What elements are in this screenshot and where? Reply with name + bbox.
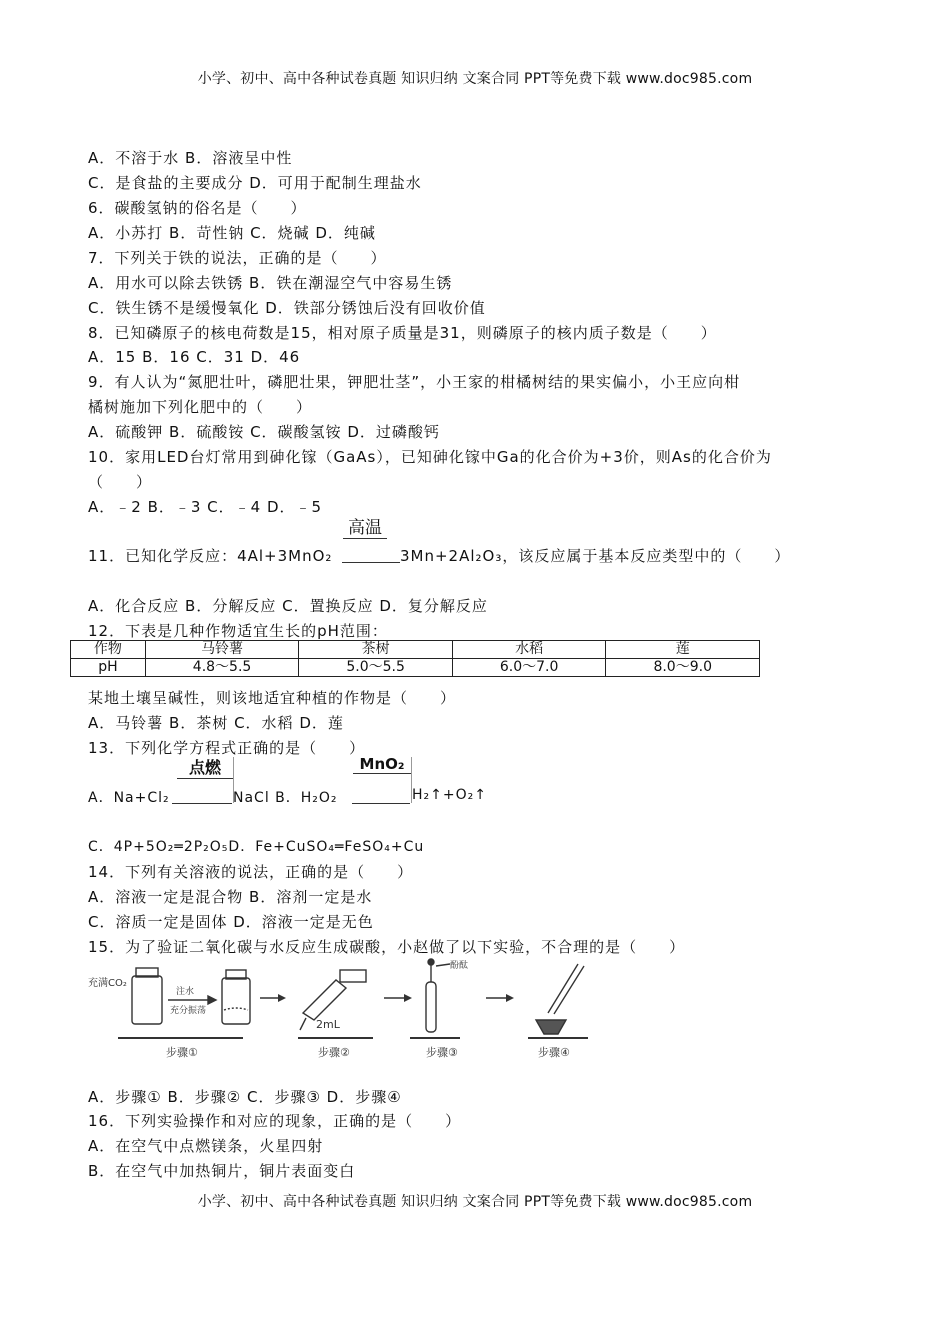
- question-14-options-cd: C．溶质一定是固体 D．溶液一定是无色: [88, 913, 374, 931]
- table-cell: pH: [71, 659, 146, 677]
- table-cell: 作物: [71, 641, 146, 659]
- question-13-cd: C．4P+5O₂═2P₂O₅D．Fe+CuSO₄═FeSO₄+Cu: [88, 839, 425, 855]
- table-cell: 5.0～5.5: [299, 659, 453, 677]
- question-9-options: A．硫酸钾 B．硫酸铵 C．碳酸氢铵 D．过磷酸钙: [88, 423, 440, 441]
- question-14: 14．下列有关溶液的说法，正确的是（ ）: [88, 863, 414, 881]
- step-1-illustration: [88, 968, 250, 1038]
- question-16-option-a: A．在空气中点燃镁条，火星四射: [88, 1137, 324, 1155]
- table-cell: 茶树: [299, 641, 453, 659]
- question-10-options: A．﹣2 B．﹣3 C．﹣4 D．﹣5: [88, 498, 323, 516]
- question-13: 13．下列化学方程式正确的是（ ）: [88, 739, 366, 757]
- step-2-illustration: [298, 970, 373, 1038]
- table-row: [71, 659, 760, 677]
- condition-label: MnO₂: [359, 755, 405, 773]
- volume-label: 2mL: [316, 1018, 340, 1031]
- table-row: [71, 641, 760, 659]
- equation-sign: [342, 562, 400, 563]
- reaction-condition: [343, 513, 387, 539]
- question-15: 15．为了验证二氧化碳与水反应生成碳酸，小赵做了以下实验，不合理的是（ ）: [88, 938, 686, 956]
- page-footer: 小学、初中、高中各种试卷真题 知识归纳 文案合同 PPT等免费下载 www.doc985.com: [197, 1194, 753, 1210]
- question-6-options: A．小苏打 B．苛性钠 C．烧碱 D．纯碱: [88, 224, 376, 242]
- table-cell: 8.0～9.0: [606, 659, 760, 677]
- ph-table: [70, 640, 760, 677]
- step-label: 步骤②: [318, 1046, 350, 1059]
- question-10-cont: （ ）: [88, 473, 153, 491]
- question-6: 6．碳酸氢钠的俗名是（ ）: [88, 199, 307, 217]
- question-16-option-b: B．在空气中加热铜片，铜片表面变白: [88, 1162, 356, 1180]
- step-label: 步骤①: [166, 1046, 198, 1059]
- question-9: 9．有人认为“氮肥壮叶，磷肥壮果，钾肥壮茎”，小王家的柑橘树结的果实偏小，小王应向柑: [88, 373, 741, 391]
- shake-label: 充分振荡: [170, 1006, 207, 1016]
- co2-label: 充满CO₂: [88, 978, 127, 989]
- question-15-options: A．步骤① B．步骤② C．步骤③ D．步骤④: [88, 1088, 402, 1106]
- question-13-a1: A．Na+Cl₂: [88, 790, 170, 806]
- question-13-a3: H₂↑+O₂↑: [412, 787, 487, 803]
- question-8: 8．已知磷原子的核电荷数是15，相对原子质量是31，则磷原子的核内质子数是（ ）: [88, 324, 717, 342]
- step-label: 步骤④: [538, 1046, 570, 1059]
- table-cell: 6.0～7.0: [452, 659, 606, 677]
- reagent-label: 酚酞: [450, 961, 469, 971]
- table-cell: 莲: [606, 641, 760, 659]
- question-12: 12．下表是几种作物适宜生长的pH范围：: [88, 622, 388, 640]
- page-header: 小学、初中、高中各种试卷真题 知识归纳 文案合同 PPT等免费下载 www.doc985.com: [197, 71, 753, 87]
- table-cell: 水稻: [452, 641, 606, 659]
- question-16: 16．下列实验操作和对应的现象，正确的是（ ）: [88, 1112, 462, 1130]
- condition-label: 点燃: [188, 758, 221, 777]
- water-label: 注水: [176, 987, 195, 997]
- question-13-a2: NaCl B．H₂O₂: [233, 790, 338, 806]
- question-8-options: A．15 B．16 C．31 D．46: [88, 348, 301, 366]
- option-line: A．不溶于水 B．溶液呈中性: [88, 149, 293, 167]
- table-cell: 马铃薯: [145, 641, 299, 659]
- step-label: 步骤③: [426, 1046, 458, 1059]
- question-12-cont: 某地土壤呈碱性，则该地适宜种植的作物是（ ）: [88, 689, 457, 707]
- question-10: 10．家用LED台灯常用到砷化镓（GaAs），已知砷化镓中Ga的化合价为+3价，则As的化合价为: [88, 448, 772, 466]
- step-3-illustration: [410, 959, 468, 1038]
- question-14-options-ab: A．溶液一定是混合物 B．溶剂一定是水: [88, 888, 373, 906]
- table-cell: 4.8～5.5: [145, 659, 299, 677]
- question-12-options: A．马铃薯 B．茶树 C．水稻 D．莲: [88, 714, 344, 732]
- question-7: 7．下列关于铁的说法，正确的是（ ）: [88, 249, 387, 267]
- equation-sign: [352, 803, 410, 804]
- experiment-figure: [88, 958, 588, 1074]
- question-11-left: 11．已知化学反应：4Al+3MnO₂: [88, 547, 333, 565]
- question-7-options-ab: A．用水可以除去铁锈 B．铁在潮湿空气中容易生锈: [88, 274, 453, 292]
- reaction-condition: [177, 755, 233, 779]
- option-line: C．是食盐的主要成分 D．可用于配制生理盐水: [88, 174, 422, 192]
- step-4-illustration: [528, 964, 588, 1038]
- reaction-condition: [353, 755, 411, 774]
- question-11-right: 3Mn+2Al₂O₃，该反应属于基本反应类型中的（ ）: [400, 547, 791, 565]
- condition-label: 高温: [348, 518, 382, 538]
- equation-sign: [172, 803, 232, 804]
- question-9-cont: 橘树施加下列化肥中的（ ）: [88, 398, 313, 416]
- question-11-options: A．化合反应 B．分解反应 C．置换反应 D．复分解反应: [88, 597, 488, 615]
- question-7-options-cd: C．铁生锈不是缓慢氧化 D．铁部分锈蚀后没有回收价值: [88, 299, 486, 317]
